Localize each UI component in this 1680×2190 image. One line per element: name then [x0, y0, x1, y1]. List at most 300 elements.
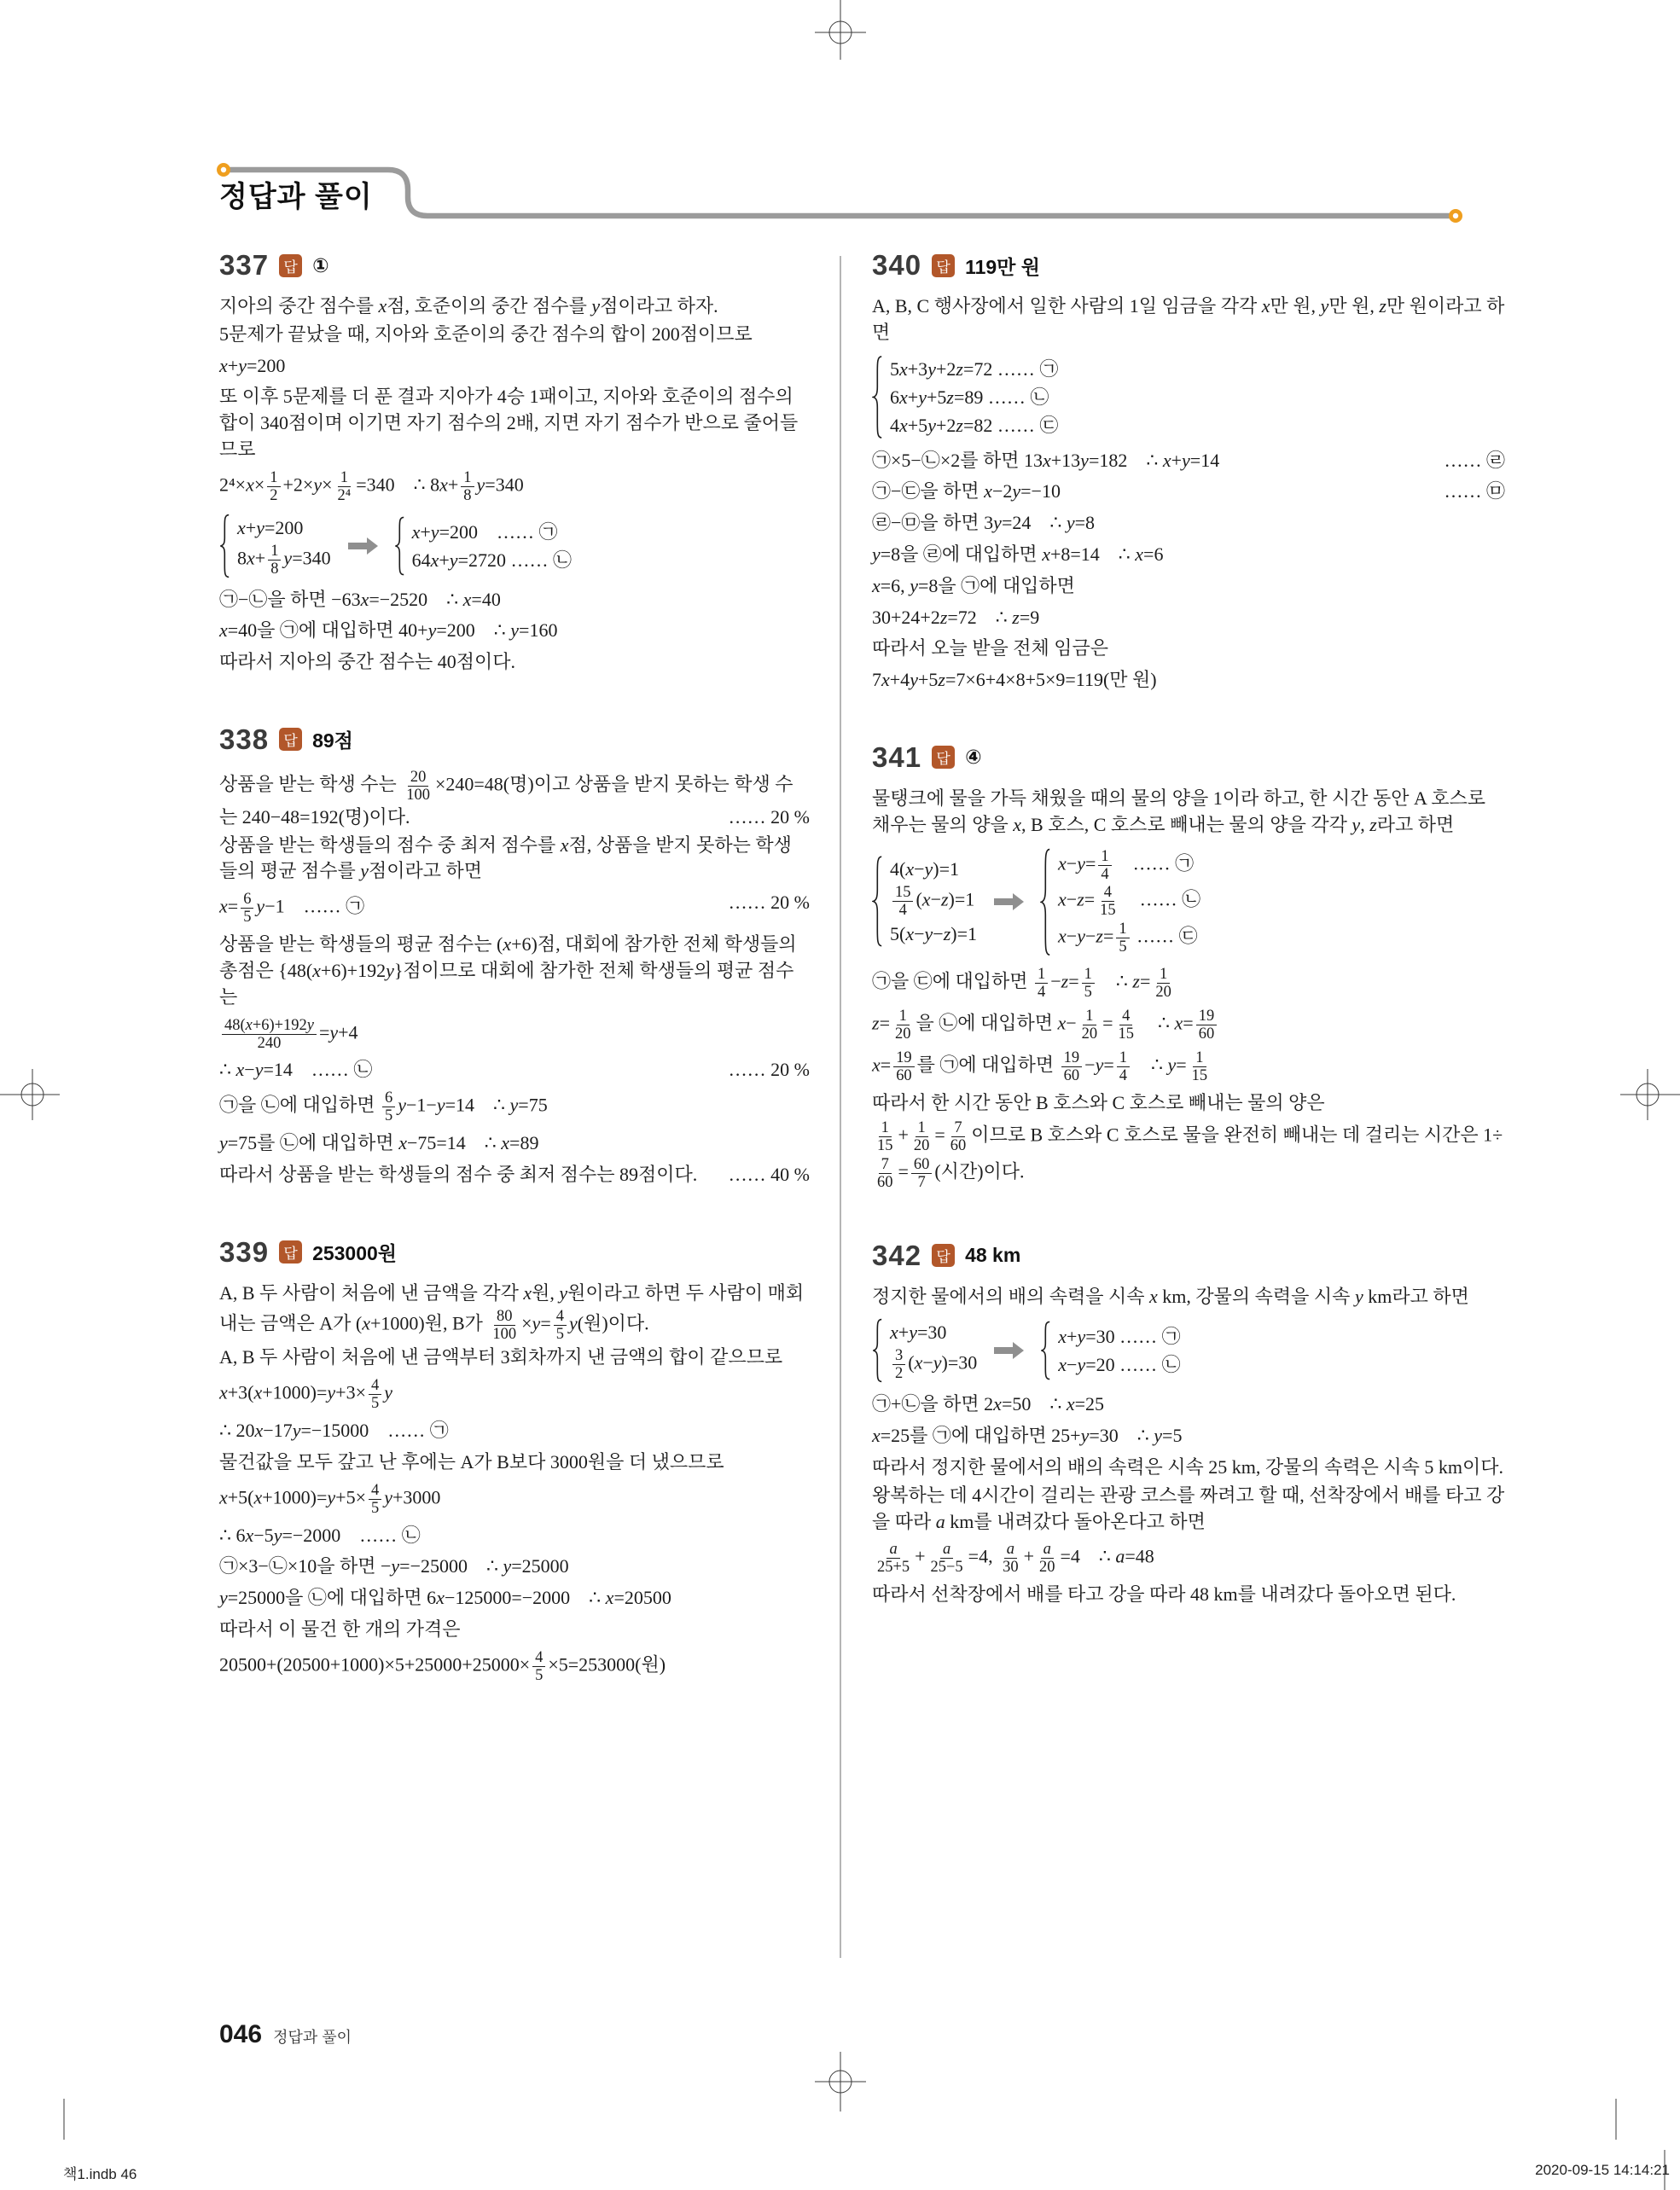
math-variable: z [940, 888, 949, 910]
fraction [928, 1541, 966, 1576]
math-line: y=75를 ㉡에 대입하면 x−75=14 ∴ x=89 [219, 1132, 539, 1154]
math-variable: y [384, 1486, 392, 1508]
footer-page-number: 046 [219, 2020, 263, 2048]
fraction-numerator: 48(x+6)+192y [222, 1017, 317, 1035]
problem-header [872, 249, 1505, 282]
math-variable: y [918, 386, 927, 408]
arrow-icon [992, 1341, 1025, 1360]
fraction-denominator: 5 [555, 1324, 564, 1342]
math-variable: y [238, 354, 247, 376]
math-variable: x [1261, 295, 1270, 317]
fraction-denominator: 4 [1101, 864, 1109, 882]
math-variable: x [872, 1425, 881, 1447]
math-variable: y [1154, 1425, 1163, 1447]
problem-339 [219, 1236, 810, 1685]
fraction-denominator: 4 [1038, 983, 1046, 1001]
fraction-numerator: 4 [369, 1377, 381, 1395]
math-variable: y [927, 414, 936, 436]
fraction-numerator: 4 [532, 1649, 545, 1667]
math-variable: z [1012, 606, 1020, 628]
answer-text: ① [312, 253, 329, 276]
problem-number: 340 [872, 249, 922, 281]
math-variable: y [927, 357, 936, 380]
equation-group [394, 516, 572, 576]
equation-lines [884, 1318, 977, 1383]
math-line: x=40을 ㉠에 대입하면 40+y=200 ∴ y=160 [219, 619, 558, 642]
math-variable: y [327, 1486, 336, 1508]
math-variable: y [1066, 512, 1075, 534]
math-variable: x [872, 574, 881, 596]
text-line: 따라서 이 물건 한 개의 가격은 [219, 1618, 461, 1641]
math-variable: x [560, 834, 569, 856]
fraction-denominator: 100 [406, 785, 430, 803]
problem-number: 339 [219, 1235, 270, 1268]
math-variable: y [1095, 1054, 1104, 1076]
text-line: 상품을 받는 학생 수는 $\frac{20}{100}$ ×240=48(명)이고 상품을 받지 못하는 학생 수는 240−48=192(명)이다. …… 20 % [219, 768, 810, 831]
math-variable: y [327, 1381, 336, 1403]
equation-system [872, 355, 1505, 439]
page-footer [219, 2020, 352, 2049]
fraction [369, 1482, 381, 1517]
equation: 4(x−y)=1 [890, 858, 960, 880]
line-right-label: …… 20 % [728, 1059, 810, 1081]
math-variable: x [360, 588, 369, 610]
math-variable: y [933, 1351, 942, 1374]
math-variable: y [273, 1524, 282, 1546]
fraction-denominator: 20 [1081, 1025, 1098, 1043]
line-right-label: …… 40 % [728, 1163, 810, 1185]
equation-system [872, 847, 1505, 957]
problem-header [219, 249, 810, 282]
equation-group [872, 355, 1058, 439]
equation: x−y= $\frac{1}{4}$ …… ㉠ [1058, 846, 1195, 882]
math-line: y=8을 ㉣에 대입하면 x+8=14 ∴ x=6 [872, 543, 1164, 565]
fraction [241, 891, 253, 926]
math-variable: y [872, 543, 881, 565]
math-line: ∴ x−y=14 …… ㉡ …… 20 % [219, 1057, 810, 1083]
math-line: ㉣−㉤을 하면 3y=24 ∴ y=8 [872, 512, 1096, 534]
math-variable: x [605, 1587, 614, 1609]
fraction [369, 1377, 381, 1412]
fraction [222, 1017, 317, 1052]
math-variable: y [510, 619, 520, 642]
math-variable: y [386, 959, 394, 981]
left-brace-icon [872, 1318, 884, 1383]
fraction [554, 1308, 567, 1343]
math-variable: x [219, 619, 228, 642]
column-divider [840, 256, 841, 1958]
right-column [872, 249, 1505, 1656]
math-variable: a [942, 1540, 951, 1558]
equation: $\frac{15}{4}$ (x−z)=1 [890, 883, 977, 920]
math-variable: y [283, 547, 293, 569]
math-line: ㉠×3−㉡×10을 하면 −y=−25000 ∴ y=25000 [219, 1555, 569, 1577]
fraction-numerator: 19 [1061, 1049, 1082, 1067]
fraction [1116, 1008, 1136, 1043]
math-variable: z [1077, 888, 1084, 910]
fraction [948, 1119, 968, 1154]
math-variable: y [1012, 480, 1021, 502]
fraction-denominator: 20 [894, 1025, 911, 1043]
header-rule [224, 170, 1452, 216]
math-variable: z [938, 669, 945, 691]
problem-337 [219, 249, 810, 676]
math-variable: x [890, 1322, 898, 1344]
fraction-denominator: 2 [270, 485, 278, 503]
math-variable: y [292, 1420, 301, 1442]
fraction-denominator: 30 [1003, 1558, 1019, 1576]
equation-system [219, 514, 810, 578]
math-variable: a [889, 1540, 898, 1558]
math-variable: y [1080, 449, 1089, 471]
math-variable: y [532, 1312, 541, 1334]
math-variable: x [993, 1393, 1002, 1415]
fraction [875, 1156, 895, 1191]
math-line: ㉠을 ㉢에 대입하면 $\frac{1}{4}$ −z= $\frac{1}{5}$ ∴ z= $\frac{1}{20}$ [872, 965, 1505, 1002]
math-variable: y [910, 574, 918, 596]
problem-number: 342 [872, 1239, 922, 1271]
registration-mark-left [0, 1069, 60, 1120]
math-line: x= $\frac{6}{5}$ y−1 …… ㉠ …… 20 % [219, 890, 810, 926]
math-variable: x [245, 1015, 253, 1033]
fraction-numerator: 1 [1117, 1049, 1130, 1067]
fraction-numerator: 1 [1035, 966, 1048, 984]
math-variable: y [503, 1555, 512, 1577]
math-variable: y [924, 923, 933, 945]
math-variable: y [449, 549, 458, 571]
math-variable: z [956, 357, 963, 380]
text-line: 따라서 정지한 물에서의 배의 속력은 시속 25 km, 강물의 속력은 시속 5 km이다. [872, 1455, 1504, 1478]
math-variable: y [509, 1094, 519, 1116]
fraction [1098, 848, 1111, 883]
math-variable: y [1080, 1425, 1090, 1447]
equation-lines [231, 514, 331, 578]
fraction [911, 1156, 932, 1191]
math-variable: x [899, 414, 908, 436]
registration-mark-bottom [815, 2052, 866, 2112]
math-variable: y [568, 1312, 578, 1334]
equation: 8x+ $\frac{1}{8}$ y=340 [237, 541, 331, 577]
math-variable: x [246, 473, 254, 496]
answer-text: 119만 원 [965, 255, 1040, 278]
fraction [1153, 966, 1173, 1001]
math-variable: y [924, 858, 933, 880]
answer-badge: 답 [279, 728, 302, 751]
problem-number: 341 [872, 741, 922, 773]
fraction [892, 1347, 905, 1382]
math-variable: x [312, 959, 321, 981]
math-variable: y [1167, 1054, 1177, 1076]
math-variable: y [436, 1094, 445, 1116]
math-variable: y [360, 860, 369, 882]
fraction-numerator: 4 [1102, 884, 1114, 902]
fraction-denominator: 4 [1119, 1066, 1127, 1084]
math-variable: y [1077, 1326, 1086, 1348]
fraction [1061, 1049, 1082, 1084]
equation-group [872, 1318, 977, 1383]
fraction-denominator: 2⁴ [337, 485, 352, 503]
fraction-numerator: 1 [338, 469, 351, 487]
math-line: ㉠−㉡을 하면 −63x=−2520 ∴ x=40 [219, 588, 501, 610]
math-variable: a [1006, 1540, 1014, 1558]
math-line: x+3(x+1000)=y+3× $\frac{4}{5}$ y [219, 1376, 392, 1412]
header-decoration [0, 0, 1680, 256]
equation-group [1040, 1321, 1180, 1380]
fraction-numerator: 1 [268, 543, 281, 561]
math-variable: y [398, 1094, 407, 1116]
equation: x+y=200 …… ㉠ [411, 520, 558, 543]
answer-badge: 답 [279, 254, 302, 277]
math-variable: y [391, 1555, 400, 1577]
math-variable: x [430, 549, 439, 571]
fraction-denominator: 5 [1084, 983, 1092, 1001]
fraction-numerator: 19 [893, 1049, 914, 1067]
equation: 5x+3y+2z=72 …… ㉠ [890, 357, 1059, 380]
math-variable: y [909, 1322, 917, 1344]
left-brace-icon [1040, 1321, 1052, 1380]
fraction-numerator: 20 [408, 769, 428, 787]
math-variable: y [254, 1059, 264, 1081]
fraction [1000, 1541, 1020, 1576]
fraction-denominator: 15 [1100, 901, 1116, 919]
math-variable: x [247, 547, 255, 569]
math-variable: x [1042, 543, 1050, 565]
math-variable: y [427, 619, 437, 642]
fraction-denominator: 100 [492, 1324, 517, 1342]
math-variable: y [329, 1021, 339, 1043]
answer-text: ④ [965, 746, 982, 769]
math-line: y=25000을 ㉡에 대입하면 6x−125000=−2000 ∴ x=20500 [219, 1587, 671, 1609]
math-variable: x [398, 1132, 407, 1154]
fraction [892, 1008, 913, 1043]
math-variable: x [1058, 1326, 1067, 1348]
fraction-numerator: 1 [1083, 1008, 1096, 1025]
left-column [219, 249, 810, 1733]
text-line: 따라서 오늘 받을 전체 임금은 [872, 637, 1109, 659]
fraction-numerator [1041, 1541, 1054, 1559]
text-line: 따라서 상품을 받는 학생들의 점수 중 최저 점수는 89점이다. …… 40 % [219, 1162, 810, 1188]
math-variable: x [872, 1054, 881, 1076]
math-variable: x [362, 1312, 370, 1334]
text-line: 5문제가 끝났을 때, 지아와 호준이의 중간 점수의 합이 200점이므로 [219, 322, 753, 345]
fraction-denominator: 8 [463, 485, 472, 503]
math-variable: y [910, 669, 918, 691]
fraction-numerator: 3 [892, 1347, 905, 1365]
fraction [490, 1308, 519, 1343]
registration-mark-right [1620, 1069, 1680, 1120]
fraction-denominator: 15 [1118, 1025, 1135, 1043]
math-variable: x [984, 480, 992, 502]
left-brace-icon [1040, 847, 1052, 957]
fraction [335, 469, 354, 504]
equation-group [219, 514, 331, 578]
fraction [532, 1649, 545, 1684]
math-variable: x [914, 1351, 923, 1374]
fraction-denominator: 5 [1119, 938, 1127, 956]
problem-header [219, 1236, 810, 1269]
math-variable: x [1058, 852, 1067, 874]
math-variable: z [956, 414, 963, 436]
fraction-numerator: 1 [267, 469, 280, 487]
fraction-denominator: 8 [270, 559, 279, 577]
fraction-denominator: 5 [243, 908, 252, 926]
fraction-numerator [940, 1541, 953, 1559]
math-line: $\frac{a}{25+5}$ + $\frac{a}{25-5}$ =4, $\frac{a}{30}$ + $\frac{a}{20}$ =4 ∴ a=48 [872, 1540, 1505, 1577]
math-line: 30+24+2z=72 ∴ z=9 [872, 606, 1040, 628]
math-variable: x [1149, 1285, 1158, 1307]
fraction [404, 769, 433, 804]
equation: x+y=200 [237, 516, 304, 538]
answer-badge: 답 [932, 254, 955, 277]
problem-header [872, 741, 1505, 774]
equation: $\frac{3}{2}$ (x−y)=30 [890, 1346, 977, 1383]
math-variable: x [219, 1381, 228, 1403]
fraction-numerator: 4 [554, 1308, 567, 1326]
equation: 5(x−y−z)=1 [890, 923, 977, 945]
math-variable: z [1096, 925, 1103, 947]
text-line: 정지한 물에서의 배의 속력을 시속 x km, 강물의 속력을 시속 y km라고 하면 [872, 1285, 1469, 1307]
equation: x+y=30 [890, 1322, 947, 1344]
math-variable: x [219, 354, 228, 376]
fraction [1097, 884, 1118, 919]
math-variable: x [253, 1381, 263, 1403]
fraction-numerator: 1 [1157, 966, 1170, 984]
print-info-left: 책1.indb 46 [63, 2166, 137, 2182]
problem-header [219, 723, 810, 756]
text-line: 지아의 중간 점수를 x점, 호준이의 중간 점수를 y점이라고 하자. [219, 295, 718, 317]
math-variable: z [939, 606, 948, 628]
math-variable: z [1379, 295, 1386, 317]
math-line: z= $\frac{1}{20}$ 을 ㉡에 대입하면 x− $\frac{1}{20}$ = $\frac{4}{15}$ ∴ x= $\frac{19}{60}$ [872, 1007, 1505, 1043]
page-title: 정답과 풀이 [219, 181, 373, 213]
text-line: A, B, C 행사장에서 일한 사람의 1일 임금을 각각 x만 원, y만 원, z만 원이라고 하면 [872, 295, 1505, 343]
fraction-numerator: 1 [879, 1119, 892, 1137]
fraction [382, 1089, 395, 1124]
math-variable: x [523, 1281, 532, 1304]
fraction-denominator: 240 [257, 1033, 282, 1051]
equation: 4x+5y+2z=82 …… ㉢ [890, 414, 1059, 436]
problem-number: 338 [219, 723, 270, 755]
math-variable: x [899, 386, 908, 408]
math-variable: y [1182, 449, 1190, 471]
math-variable: x [905, 923, 915, 945]
math-variable: y [1352, 813, 1361, 835]
fraction-denominator: 60 [877, 1172, 893, 1190]
fraction [892, 884, 913, 919]
math-line: x+y=200 [219, 354, 286, 376]
fraction-denominator: 5 [371, 1394, 380, 1412]
math-variable: x [378, 295, 387, 317]
fraction-numerator [1004, 1541, 1017, 1559]
accent-dot-right-hole [1453, 213, 1458, 218]
print-info-right: 2020-09-15 14:14:21 [1535, 2162, 1670, 2178]
fraction-denominator: 60 [1063, 1066, 1080, 1084]
text-line: 따라서 한 시간 동안 B 호스와 C 호스로 빼내는 물의 양은 [872, 1092, 1325, 1113]
fraction [1117, 1049, 1130, 1084]
fraction [875, 1541, 912, 1576]
math-variable: x [1058, 1354, 1067, 1376]
equation-system [872, 1318, 1505, 1383]
fraction-denominator: 60 [896, 1066, 912, 1084]
fraction [461, 469, 474, 504]
math-variable: y [476, 473, 485, 496]
math-variable: y [219, 1587, 228, 1609]
math-variable: a [935, 1510, 945, 1532]
line-right-label: …… ㉤ [1444, 480, 1505, 502]
text-line: 또 이후 5문제를 더 푼 결과 지아가 4승 1패이고, 지아와 호준이의 점수의 합이 340점이며 이기면 자기 점수의 2배, 지면 자기 점수가 반으로 줄어들므로 [219, 386, 799, 460]
equation: 6x+y+5z=89 …… ㉡ [890, 386, 1049, 408]
left-brace-icon [394, 516, 406, 576]
math-variable: y [306, 1015, 314, 1033]
math-variable: x [503, 933, 512, 956]
math-variable: a [1115, 1545, 1125, 1567]
fraction-denominator: 15 [1191, 1066, 1208, 1084]
math-line: ∴ 6x−5y=−2000 …… ㉡ [219, 1524, 421, 1546]
fraction [893, 1049, 914, 1084]
fraction-denominator: 20 [1038, 1558, 1055, 1576]
text-line: A, B 두 사람이 처음에 낸 금액부터 3회차까지 낸 금액의 합이 같으므로 [219, 1346, 783, 1368]
math-variable: x [439, 473, 448, 496]
equation: 64x+y=2720 …… ㉡ [411, 549, 572, 571]
math-variable: x [881, 669, 890, 691]
equation-lines [884, 855, 977, 948]
fraction-denominator: 2 [895, 1364, 904, 1382]
math-variable: x [921, 888, 931, 910]
math-variable: y [1077, 925, 1085, 947]
fraction-numerator: 1 [1098, 848, 1111, 866]
math-line: 7x+4y+5z=7×6+4×8+5×9=119(만 원) [872, 669, 1157, 691]
text-line: 물탱크에 물을 가득 채웠을 때의 물의 양을 1이라 하고, 한 시간 동안 A 호스로 채우는 물의 양을 x, B 호스, C 호스로 빼내는 물의 양을 각각 y, z라고 하면 [872, 787, 1485, 835]
fraction-numerator: 19 [1196, 1008, 1217, 1025]
math-variable: y [1320, 295, 1329, 317]
math-line: ㉠+㉡을 하면 2x=50 ∴ x=25 [872, 1393, 1105, 1415]
fraction-numerator: 1 [461, 469, 474, 487]
math-variable: x [245, 1524, 254, 1546]
fraction-numerator: 7 [951, 1119, 964, 1137]
answer-badge: 답 [279, 1240, 302, 1263]
fraction-denominator: 4 [898, 901, 907, 919]
text-line: 상품을 받는 학생들의 평균 점수는 (x+6)점, 대회에 참가한 전체 학생들의 총점은 {48(x+6)+192y}점이므로 대회에 참가한 전체 학생들의 평균 점수는 [219, 933, 797, 1008]
equation: x−y=20 …… ㉡ [1058, 1354, 1181, 1376]
fraction-denominator: 5 [371, 1498, 380, 1516]
math-variable: y [219, 1132, 228, 1154]
math-variable: x [254, 1420, 264, 1442]
answer-text: 89점 [312, 729, 353, 752]
line-right-label: …… 20 % [728, 805, 810, 828]
math-variable: y [384, 1381, 392, 1403]
math-line: ㉠−㉢을 하면 x−2y=−10 …… ㉤ [872, 479, 1505, 505]
problem-340 [872, 249, 1505, 694]
fraction-denominator: 20 [913, 1136, 930, 1153]
math-line: x+5(x+1000)=y+5× $\frac{4}{5}$ y+3000 [219, 1480, 441, 1516]
fraction [875, 1119, 895, 1154]
math-line: x=6, y=8을 ㉠에 대입하면 [872, 574, 1075, 596]
math-variable: y [1077, 1354, 1086, 1376]
fraction-numerator: 1 [1082, 966, 1095, 984]
fraction [1035, 966, 1048, 1001]
equation-lines [406, 516, 572, 576]
text-line: 따라서 지아의 중간 점수는 40점이다. [219, 651, 516, 673]
accent-dot-right-icon [1449, 209, 1462, 223]
equation: x+y=30 …… ㉠ [1058, 1326, 1181, 1348]
problem-number: 337 [219, 249, 270, 281]
math-variable: x [1058, 888, 1067, 910]
math-line: 20500+(20500+1000)×5+25000+25000× $\frac{4}{5}$ ×5=253000(원) [219, 1647, 666, 1683]
left-brace-icon [872, 355, 884, 439]
equation-lines [884, 355, 1058, 439]
fraction [1196, 1008, 1217, 1043]
math-variable: z [1061, 970, 1069, 992]
